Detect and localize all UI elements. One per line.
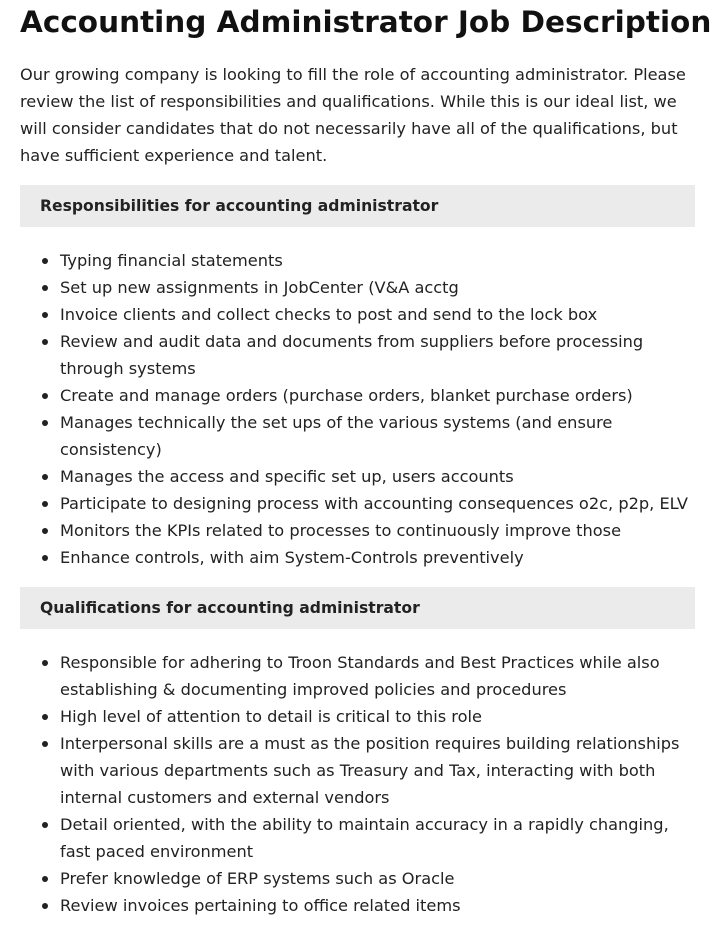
bullet-icon xyxy=(42,528,48,534)
list-item xyxy=(20,463,695,490)
list-item xyxy=(20,328,695,382)
qualifications-list xyxy=(20,649,695,919)
list-item xyxy=(20,544,695,571)
list-item-text: Typing financial statements xyxy=(60,251,283,270)
bullet-icon xyxy=(42,474,48,480)
bullet-icon xyxy=(42,822,48,828)
list-item-text: Monitors the KPIs related to processes to continuously improve those xyxy=(60,521,622,540)
page-title: Accounting Administrator Job Description xyxy=(20,5,712,39)
bullet-icon xyxy=(42,741,48,747)
list-item-text: Prefer knowledge of ERP systems such as Oracle xyxy=(60,869,455,888)
list-item-text: High level of attention to detail is critical to this role xyxy=(60,707,482,726)
list-item-text: Interpersonal skills are a must as the position requires building relationships with various departments such as Treasury and Tax, interacting with both internal customers and external vendors xyxy=(60,734,680,807)
bullet-icon xyxy=(42,393,48,399)
list-item xyxy=(20,811,695,865)
list-item-text: Manages technically the set ups of the various systems (and ensure consistency) xyxy=(60,413,613,459)
list-item xyxy=(20,247,695,274)
list-item xyxy=(20,865,695,892)
list-item xyxy=(20,703,695,730)
list-item xyxy=(20,490,695,517)
bullet-icon xyxy=(42,555,48,561)
bullet-icon xyxy=(42,420,48,426)
list-item xyxy=(20,382,695,409)
list-item-text: Enhance controls, with aim System-Controls preventively xyxy=(60,548,524,567)
bullet-icon xyxy=(42,876,48,882)
list-item-text: Responsible for adhering to Troon Standards and Best Practices while also establishing & documenting improved policies and procedures xyxy=(60,653,660,699)
bullet-icon xyxy=(42,660,48,666)
bullet-icon xyxy=(42,714,48,720)
list-item-text: Detail oriented, with the ability to maintain accuracy in a rapidly changing, fast paced environment xyxy=(60,815,669,861)
list-item xyxy=(20,409,695,463)
list-item xyxy=(20,274,695,301)
list-item-text: Manages the access and specific set up, users accounts xyxy=(60,467,514,486)
responsibilities-list xyxy=(20,247,695,571)
intro-paragraph: Our growing company is looking to fill the role of accounting administrator. Please review the list of responsibilities and qualifications. While this is our ideal list, we will consider candidates that do not necessarily have all of the qualifications, but have sufficient experience and talent. xyxy=(20,65,686,165)
list-item-text: Participate to designing process with accounting consequences o2c, p2p, ELV xyxy=(60,494,688,513)
list-item-text: Set up new assignments in JobCenter (V&A acctg xyxy=(60,278,459,297)
bullet-icon xyxy=(42,903,48,909)
bullet-icon xyxy=(42,285,48,291)
bullet-icon xyxy=(42,258,48,264)
list-item xyxy=(20,892,695,919)
list-item xyxy=(20,649,695,703)
qualifications-heading: Qualifications for accounting administrator xyxy=(20,587,695,629)
list-item-text: Review and audit data and documents from suppliers before processing through systems xyxy=(60,332,644,378)
bullet-icon xyxy=(42,501,48,507)
bullet-icon xyxy=(42,339,48,345)
list-item-text: Invoice clients and collect checks to post and send to the lock box xyxy=(60,305,598,324)
responsibilities-heading: Responsibilities for accounting administrator xyxy=(20,185,695,227)
list-item-text: Review invoices pertaining to office related items xyxy=(60,896,461,915)
list-item xyxy=(20,301,695,328)
list-item xyxy=(20,517,695,544)
list-item-text: Create and manage orders (purchase orders, blanket purchase orders) xyxy=(60,386,633,405)
list-item xyxy=(20,730,695,811)
bullet-icon xyxy=(42,312,48,318)
